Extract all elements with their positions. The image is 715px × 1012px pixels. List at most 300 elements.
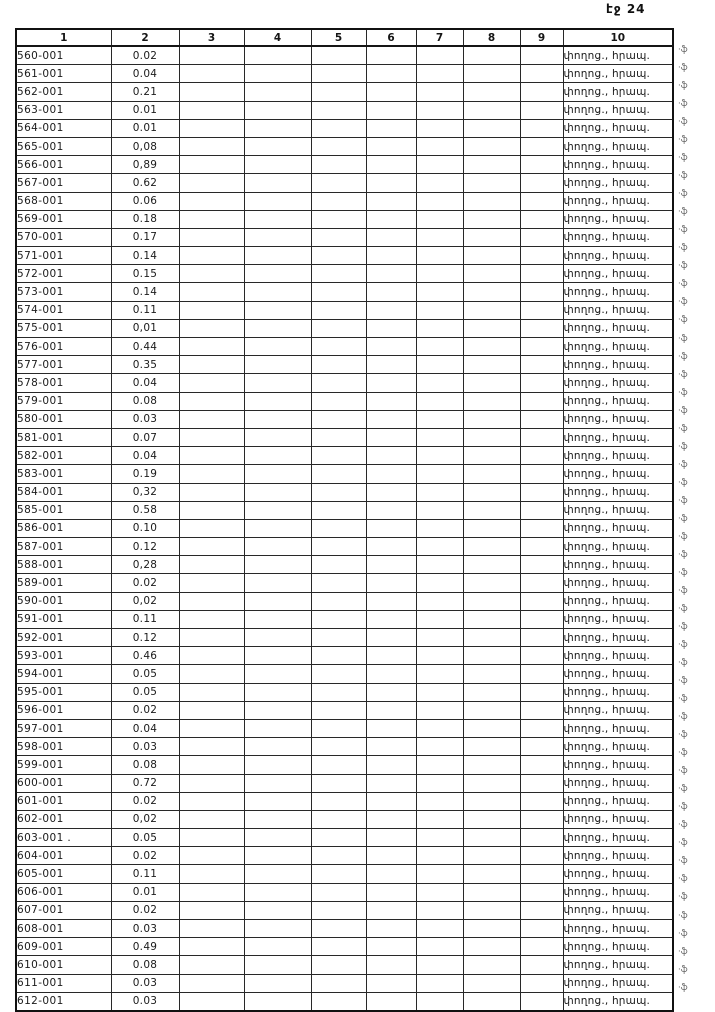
cell-parcel-id: 592-001 <box>16 629 111 647</box>
cell-empty <box>179 228 244 246</box>
table-row <box>16 829 673 847</box>
cell-empty <box>244 301 311 319</box>
cell-empty <box>366 938 416 956</box>
cell-empty <box>463 647 520 665</box>
cell-empty <box>179 319 244 337</box>
cell-empty <box>520 774 563 792</box>
cell-empty <box>463 610 520 628</box>
cell-usage-note: փողոց., հրապ. <box>563 192 673 210</box>
cell-empty <box>520 610 563 628</box>
pencil-margin-mark: ·ֆ <box>678 513 688 524</box>
cell-usage-note: փողոց., հրապ. <box>563 119 673 137</box>
cell-area-value: 0.11 <box>111 865 179 883</box>
cell-empty <box>179 174 244 192</box>
cell-parcel-id: 567-001 <box>16 174 111 192</box>
cell-usage-note: փողոց., հրապ. <box>563 174 673 192</box>
cell-empty <box>179 119 244 137</box>
pencil-margin-mark: ·ֆ <box>678 549 688 560</box>
cell-empty <box>463 738 520 756</box>
cell-empty <box>366 174 416 192</box>
cell-area-value: 0.11 <box>111 610 179 628</box>
cell-area-value: 0.08 <box>111 956 179 974</box>
cell-empty <box>366 301 416 319</box>
cell-parcel-id: 580-001 <box>16 410 111 428</box>
pencil-margin-mark: ·ֆ <box>678 603 688 614</box>
cell-empty <box>520 719 563 737</box>
header-cell-5: 5 <box>311 29 366 46</box>
cell-empty <box>520 392 563 410</box>
table-row <box>16 319 673 337</box>
cell-empty <box>366 810 416 828</box>
cell-empty <box>520 883 563 901</box>
data-table <box>15 28 674 1012</box>
cell-empty <box>179 156 244 174</box>
cell-empty <box>366 483 416 501</box>
cell-empty <box>520 137 563 155</box>
cell-empty <box>366 992 416 1011</box>
margin-marks-column <box>678 46 708 993</box>
cell-area-value: 0.05 <box>111 829 179 847</box>
pencil-margin-mark: ·ֆ <box>678 423 688 434</box>
table-row <box>16 974 673 992</box>
cell-empty <box>520 792 563 810</box>
cell-empty <box>416 210 463 228</box>
cell-area-value: 0.62 <box>111 174 179 192</box>
cell-parcel-id: 590-001 <box>16 592 111 610</box>
pencil-margin-mark: ·ֆ <box>678 351 688 362</box>
cell-empty <box>416 883 463 901</box>
pencil-margin-mark: ·ֆ <box>678 441 688 452</box>
cell-empty <box>311 265 366 283</box>
pencil-margin-mark: ·ֆ <box>678 946 688 957</box>
header-cell-10: 10 <box>563 29 673 46</box>
pencil-margin-mark: ·ֆ <box>678 676 688 687</box>
cell-area-value: 0,02 <box>111 810 179 828</box>
cell-empty <box>520 829 563 847</box>
pencil-margin-mark: ·ֆ <box>678 748 688 759</box>
cell-empty <box>416 428 463 446</box>
cell-empty <box>311 465 366 483</box>
table-body <box>16 46 673 1011</box>
cell-empty <box>416 301 463 319</box>
cell-empty <box>366 629 416 647</box>
cell-usage-note: փողոց., հրապ. <box>563 65 673 83</box>
cell-empty <box>416 192 463 210</box>
cell-empty <box>179 629 244 647</box>
cell-empty <box>311 137 366 155</box>
cell-empty <box>311 792 366 810</box>
cell-area-value: 0.05 <box>111 665 179 683</box>
cell-area-value: 0.14 <box>111 283 179 301</box>
cell-empty <box>366 283 416 301</box>
cell-empty <box>179 738 244 756</box>
header-cell-2: 2 <box>111 29 179 46</box>
cell-empty <box>463 410 520 428</box>
cell-empty <box>366 592 416 610</box>
cell-empty <box>520 465 563 483</box>
cell-empty <box>179 83 244 101</box>
cell-empty <box>244 228 311 246</box>
cell-empty <box>179 101 244 119</box>
cell-empty <box>366 210 416 228</box>
cell-empty <box>416 756 463 774</box>
cell-empty <box>366 538 416 556</box>
cell-empty <box>244 920 311 938</box>
cell-empty <box>416 137 463 155</box>
cell-empty <box>244 465 311 483</box>
cell-empty <box>366 65 416 83</box>
cell-empty <box>366 156 416 174</box>
pencil-margin-mark: ·ֆ <box>678 928 688 939</box>
cell-empty <box>244 738 311 756</box>
cell-empty <box>244 956 311 974</box>
table-row <box>16 483 673 501</box>
cell-area-value: 0.03 <box>111 992 179 1011</box>
pencil-margin-mark: ·ֆ <box>678 802 688 813</box>
cell-empty <box>416 974 463 992</box>
cell-empty <box>520 938 563 956</box>
table-row <box>16 610 673 628</box>
pencil-margin-mark: ·ֆ <box>678 333 688 344</box>
pencil-margin-mark: ·ֆ <box>678 315 688 326</box>
cell-empty <box>244 883 311 901</box>
cell-empty <box>463 338 520 356</box>
cell-empty <box>463 301 520 319</box>
cell-parcel-id: 602-001 <box>16 810 111 828</box>
cell-empty <box>311 974 366 992</box>
cell-empty <box>366 192 416 210</box>
cell-empty <box>244 629 311 647</box>
cell-empty <box>311 338 366 356</box>
cell-empty <box>244 592 311 610</box>
pencil-margin-mark: ·ֆ <box>678 640 688 651</box>
cell-empty <box>416 920 463 938</box>
cell-empty <box>463 247 520 265</box>
cell-empty <box>179 719 244 737</box>
cell-empty <box>366 465 416 483</box>
cell-empty <box>416 228 463 246</box>
cell-parcel-id: 594-001 <box>16 665 111 683</box>
pencil-margin-mark: ·ֆ <box>678 225 688 236</box>
cell-empty <box>179 701 244 719</box>
cell-empty <box>520 920 563 938</box>
cell-empty <box>244 338 311 356</box>
cell-parcel-id: 589-001 <box>16 574 111 592</box>
cell-empty <box>179 810 244 828</box>
cell-empty <box>520 701 563 719</box>
cell-usage-note: փողոց., հրապ. <box>563 719 673 737</box>
cell-empty <box>520 65 563 83</box>
cell-empty <box>416 574 463 592</box>
cell-parcel-id: 569-001 <box>16 210 111 228</box>
cell-empty <box>520 974 563 992</box>
cell-usage-note: փողոց., հրապ. <box>563 46 673 65</box>
cell-empty <box>416 938 463 956</box>
cell-parcel-id: 601-001 <box>16 792 111 810</box>
cell-parcel-id: 562-001 <box>16 83 111 101</box>
cell-parcel-id: 570-001 <box>16 228 111 246</box>
pencil-margin-mark: ·ֆ <box>678 279 688 290</box>
cell-usage-note: փողոց., հրապ. <box>563 629 673 647</box>
cell-empty <box>244 665 311 683</box>
pencil-margin-mark: ·ֆ <box>678 784 688 795</box>
cell-parcel-id: 608-001 <box>16 920 111 938</box>
cell-empty <box>463 519 520 537</box>
table-row <box>16 119 673 137</box>
cell-usage-note: փողոց., հրապ. <box>563 319 673 337</box>
cell-empty <box>179 46 244 65</box>
cell-area-value: 0.01 <box>111 119 179 137</box>
cell-empty <box>311 538 366 556</box>
cell-empty <box>416 847 463 865</box>
cell-area-value: 0.17 <box>111 228 179 246</box>
cell-empty <box>520 228 563 246</box>
cell-empty <box>179 956 244 974</box>
table-row <box>16 228 673 246</box>
cell-parcel-id: 564-001 <box>16 119 111 137</box>
table-row <box>16 938 673 956</box>
cell-empty <box>416 956 463 974</box>
cell-empty <box>416 483 463 501</box>
cell-empty <box>463 920 520 938</box>
cell-empty <box>179 265 244 283</box>
cell-empty <box>366 683 416 701</box>
table-row <box>16 410 673 428</box>
cell-empty <box>244 83 311 101</box>
cell-empty <box>179 137 244 155</box>
cell-empty <box>244 501 311 519</box>
cell-empty <box>463 810 520 828</box>
cell-empty <box>366 556 416 574</box>
cell-area-value: 0,89 <box>111 156 179 174</box>
cell-empty <box>311 574 366 592</box>
cell-empty <box>311 756 366 774</box>
cell-empty <box>311 938 366 956</box>
cell-empty <box>244 974 311 992</box>
cell-empty <box>366 610 416 628</box>
cell-area-value: 0.10 <box>111 519 179 537</box>
cell-empty <box>179 392 244 410</box>
cell-empty <box>463 374 520 392</box>
cell-empty <box>366 865 416 883</box>
header-row <box>16 29 673 46</box>
cell-empty <box>311 119 366 137</box>
cell-parcel-id: 575-001 <box>16 319 111 337</box>
cell-usage-note: փողոց., հրապ. <box>563 610 673 628</box>
cell-parcel-id: 612-001 <box>16 992 111 1011</box>
cell-empty <box>463 392 520 410</box>
cell-empty <box>311 301 366 319</box>
cell-empty <box>416 538 463 556</box>
cell-empty <box>366 883 416 901</box>
cell-empty <box>179 774 244 792</box>
cell-empty <box>463 356 520 374</box>
cell-parcel-id: 574-001 <box>16 301 111 319</box>
header-cell-7: 7 <box>416 29 463 46</box>
cell-empty <box>463 829 520 847</box>
pencil-margin-mark: ·ֆ <box>678 189 688 200</box>
cell-empty <box>463 538 520 556</box>
pencil-margin-mark: ·ֆ <box>678 495 688 506</box>
table-row <box>16 847 673 865</box>
cell-empty <box>179 519 244 537</box>
cell-empty <box>311 719 366 737</box>
pencil-margin-mark: ·ֆ <box>678 387 688 398</box>
cell-usage-note: փողոց., հրապ. <box>563 701 673 719</box>
cell-empty <box>179 283 244 301</box>
cell-empty <box>463 719 520 737</box>
cell-empty <box>463 465 520 483</box>
cell-empty <box>244 519 311 537</box>
table-row <box>16 810 673 828</box>
table-row <box>16 920 673 938</box>
cell-empty <box>463 901 520 919</box>
cell-empty <box>416 738 463 756</box>
cell-empty <box>311 356 366 374</box>
cell-area-value: 0.03 <box>111 738 179 756</box>
cell-empty <box>416 319 463 337</box>
pencil-margin-mark: ·ֆ <box>678 243 688 254</box>
cell-empty <box>520 756 563 774</box>
cell-empty <box>366 265 416 283</box>
pencil-margin-mark: ·ֆ <box>678 405 688 416</box>
cell-empty <box>416 356 463 374</box>
cell-parcel-id: 584-001 <box>16 483 111 501</box>
cell-empty <box>416 156 463 174</box>
cell-empty <box>244 901 311 919</box>
cell-empty <box>520 501 563 519</box>
pencil-margin-mark: ·ֆ <box>678 567 688 578</box>
cell-parcel-id: 572-001 <box>16 265 111 283</box>
cell-empty <box>311 683 366 701</box>
cell-empty <box>179 992 244 1011</box>
cell-empty <box>520 483 563 501</box>
cell-area-value: 0,01 <box>111 319 179 337</box>
cell-usage-note: փողոց., հրապ. <box>563 810 673 828</box>
cell-empty <box>311 556 366 574</box>
cell-empty <box>366 137 416 155</box>
cell-empty <box>416 265 463 283</box>
cell-usage-note: փողոց., հրապ. <box>563 992 673 1011</box>
table-row <box>16 137 673 155</box>
cell-empty <box>416 101 463 119</box>
table-row <box>16 865 673 883</box>
table-row <box>16 465 673 483</box>
table-row <box>16 210 673 228</box>
page-number-label: էջ 24 <box>606 2 646 16</box>
cell-area-value: 0.46 <box>111 647 179 665</box>
cell-usage-note: փողոց., հրապ. <box>563 428 673 446</box>
table-row <box>16 192 673 210</box>
table-row <box>16 156 673 174</box>
cell-empty <box>366 956 416 974</box>
cell-empty <box>244 247 311 265</box>
cell-empty <box>366 247 416 265</box>
cell-empty <box>416 465 463 483</box>
cell-empty <box>311 228 366 246</box>
pencil-margin-mark: ·ֆ <box>678 694 688 705</box>
table-row <box>16 392 673 410</box>
cell-empty <box>463 46 520 65</box>
cell-empty <box>520 956 563 974</box>
cell-empty <box>366 738 416 756</box>
cell-empty <box>179 247 244 265</box>
cell-empty <box>463 592 520 610</box>
cell-empty <box>463 756 520 774</box>
cell-usage-note: փողոց., հրապ. <box>563 683 673 701</box>
pencil-margin-mark: ·ֆ <box>678 892 688 903</box>
header-cell-1: 1 <box>16 29 111 46</box>
cell-parcel-id: 595-001 <box>16 683 111 701</box>
cell-usage-note: փողոց., հրապ. <box>563 556 673 574</box>
cell-empty <box>179 647 244 665</box>
header-cell-6: 6 <box>366 29 416 46</box>
cell-empty <box>179 883 244 901</box>
cell-empty <box>520 410 563 428</box>
cell-area-value: 0.35 <box>111 356 179 374</box>
cell-empty <box>244 428 311 446</box>
cell-empty <box>416 392 463 410</box>
cell-area-value: 0,28 <box>111 556 179 574</box>
cell-usage-note: փողոց., հրապ. <box>563 447 673 465</box>
cell-parcel-id: 596-001 <box>16 701 111 719</box>
cell-empty <box>463 65 520 83</box>
cell-usage-note: փողոց., հրապ. <box>563 665 673 683</box>
cell-empty <box>416 719 463 737</box>
cell-empty <box>520 574 563 592</box>
cell-area-value: 0.02 <box>111 701 179 719</box>
cell-empty <box>463 447 520 465</box>
cell-empty <box>463 938 520 956</box>
cell-empty <box>520 810 563 828</box>
cell-empty <box>311 956 366 974</box>
table-row <box>16 301 673 319</box>
cell-usage-note: փողոց., հրապ. <box>563 901 673 919</box>
cell-area-value: 0.15 <box>111 265 179 283</box>
cell-area-value: 0.58 <box>111 501 179 519</box>
cell-empty <box>416 447 463 465</box>
cell-parcel-id: 586-001 <box>16 519 111 537</box>
cell-empty <box>366 392 416 410</box>
pencil-margin-mark: ·ֆ <box>678 63 688 74</box>
cell-parcel-id: 604-001 <box>16 847 111 865</box>
table-row <box>16 592 673 610</box>
cell-parcel-id: 605-001 <box>16 865 111 883</box>
cell-empty <box>311 738 366 756</box>
pencil-margin-mark: ·ֆ <box>678 99 688 110</box>
cell-empty <box>179 410 244 428</box>
cell-empty <box>416 774 463 792</box>
table-row <box>16 556 673 574</box>
cell-empty <box>366 356 416 374</box>
cell-empty <box>366 756 416 774</box>
cell-empty <box>244 319 311 337</box>
cell-empty <box>311 647 366 665</box>
cell-empty <box>520 374 563 392</box>
cell-empty <box>366 665 416 683</box>
pencil-margin-mark: ·ֆ <box>678 622 688 632</box>
cell-empty <box>463 665 520 683</box>
cell-empty <box>463 483 520 501</box>
cell-empty <box>520 683 563 701</box>
cell-empty <box>463 574 520 592</box>
cell-empty <box>416 792 463 810</box>
pencil-margin-mark: ·ֆ <box>678 171 688 182</box>
cell-empty <box>311 901 366 919</box>
cell-empty <box>366 974 416 992</box>
cell-empty <box>244 192 311 210</box>
table-row <box>16 83 673 101</box>
